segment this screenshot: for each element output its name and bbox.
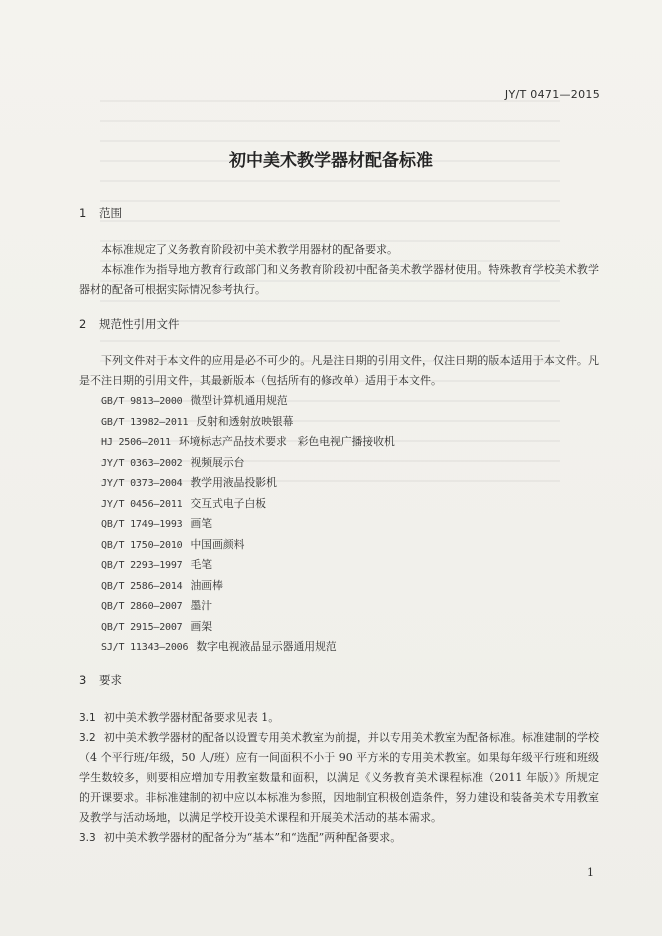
references-intro-paragraph: 下列文件对于本文件的应用是必不可少的。凡是注日期的引用文件，仅注日期的版本适用于本文件。凡是不注日期的引用文件，其最新版本（包括所有的修改单）适用于本文件。	[79, 354, 599, 387]
reference-item: GB/T 9813—2000 微型计算机通用规范	[101, 394, 288, 407]
section-title: 要求	[99, 673, 122, 687]
section-title: 规范性引用文件	[99, 317, 180, 331]
reference-item: JY/T 0363—2002 视频展示台	[101, 455, 245, 469]
section-1-heading	[79, 205, 122, 221]
reference-item: HJ 2506—2011 环境标志产品技术要求 彩色电视广播接收机	[101, 435, 395, 448]
reference-item: SJ/T 11343—2006 数字电视液晶显示器通用规范	[101, 640, 337, 653]
reference-item: QB/T 2915—2007 画架	[101, 619, 213, 633]
section-2-heading	[79, 316, 180, 332]
reference-item: QB/T 1749—1993 画笔	[101, 517, 213, 530]
section-number: 1	[79, 206, 87, 220]
clause-3-1: 3.1 初中美术教学器材配备要求见表 1。	[79, 711, 280, 724]
page-number: 1	[587, 866, 594, 879]
page-title: 初中美术教学器材配备标准	[229, 151, 433, 171]
reference-item: QB/T 2860—2007 墨汁	[101, 599, 213, 612]
section-title: 范围	[99, 206, 122, 220]
section-3-heading	[79, 672, 122, 688]
clause-3-2: 3.2 初中美术教学器材的配备以设置专用美术教室为前提，并以专用美术教室为配备标准。标准建制的学校（4 个平行班/年级，50 人/班）应有一间面积不小于 90 平方米的专用美术教室。如果每年级平行班和班级学生数较多，则要相应增加专用教室数量和面积，以满足《义务教育美术课程标准（2011 年版）》所规定的开课要求。非标准建制的初中应以本标准为参照，因地制宜积极创造条件，努力建设和装备美术专用教室及教学与活动场地，以满足学校开设美术课程和开展美术活动的基本需求。	[79, 731, 599, 824]
reference-item: QB/T 2293—1997 毛笔	[101, 558, 213, 571]
standard-code: JY/T 0471—2015	[504, 88, 600, 101]
section-number: 2	[79, 317, 87, 331]
reference-item: GB/T 13982—2011 反射和透射放映银幕	[101, 414, 294, 428]
reference-item: JY/T 0456—2011 交互式电子白板	[101, 496, 267, 510]
scope-paragraph-2: 本标准作为指导地方教育行政部门和义务教育阶段初中配备美术教学器材使用。特殊教育学校美术教学器材的配备可根据实际情况参考执行。	[79, 263, 599, 296]
reference-list	[101, 391, 395, 658]
scope-paragraph-1: 本标准规定了义务教育阶段初中美术教学用器材的配备要求。	[101, 243, 398, 256]
reference-item: JY/T 0373—2004 教学用液晶投影机	[101, 476, 277, 489]
section-number: 3	[79, 673, 87, 687]
clause-3-3: 3.3 初中美术教学器材的配备分为“基本”和“选配”两种配备要求。	[79, 831, 402, 844]
reference-item: QB/T 2586—2014 油画棒	[101, 578, 223, 592]
reference-item: QB/T 1750—2010 中国画颜料	[101, 537, 245, 551]
